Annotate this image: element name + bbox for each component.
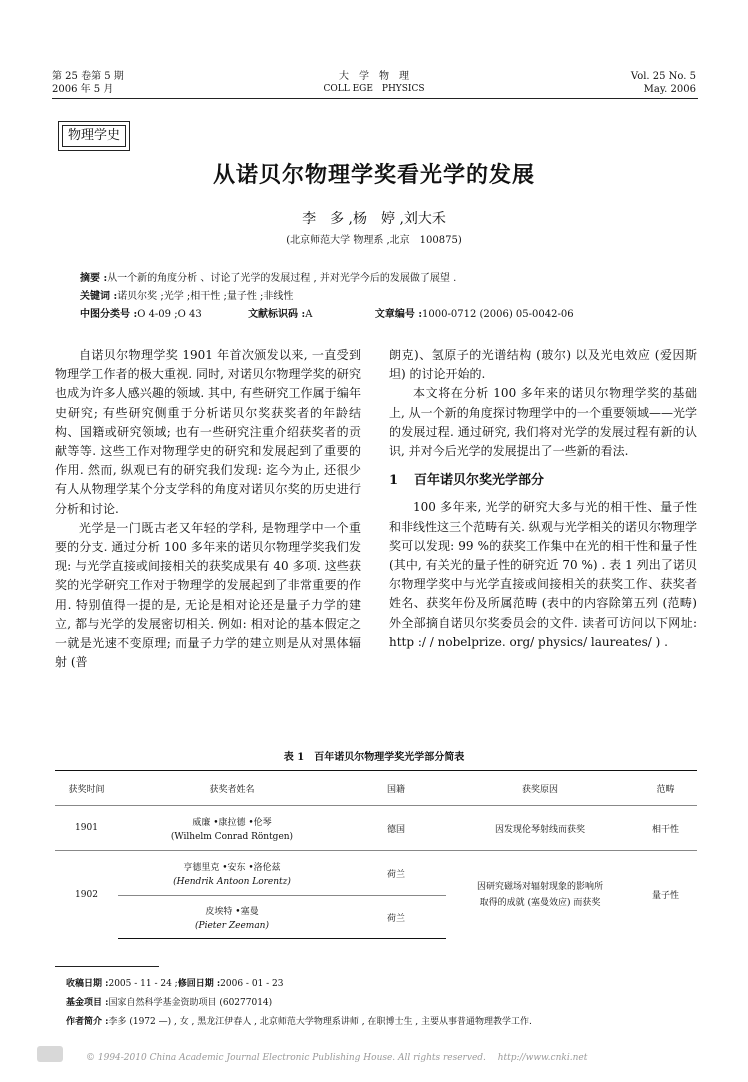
footnote-fund: [66, 994, 706, 1013]
laureate-name-cn: 皮埃特 •塞曼: [205, 906, 259, 917]
section-title: 百年诺贝尔奖光学部分: [414, 473, 545, 489]
table-header-cell: 获奖时间: [55, 771, 118, 806]
journal-name-en: COLL EGE PHYSICS: [323, 84, 425, 94]
fund-text: 国家自然科学基金资助项目 (60277014): [108, 998, 273, 1008]
table-header-cell: 国籍: [346, 771, 446, 806]
footnote-received: [66, 975, 706, 994]
table-row: [55, 851, 697, 896]
column-tag: 物理学史: [62, 125, 126, 147]
laureate-name-en: (Wilhelm Conrad Röntgen): [170, 831, 294, 842]
column-tag-box: [58, 121, 130, 151]
issue-info: [52, 70, 124, 96]
laureate-name-cn: 威廉 •康拉德 •伦琴: [192, 817, 272, 828]
footnote-author: [66, 1013, 706, 1032]
table-header-cell: 范畴: [634, 771, 697, 806]
laureates-table: [55, 770, 697, 939]
left-column: [55, 346, 361, 672]
cnki-logo-icon: [37, 1046, 63, 1062]
table-cell-year: 1902: [55, 851, 118, 939]
affiliation: (北京师范大学 物理系 ,北京 100875): [286, 235, 462, 246]
clc-number: O 4-09 ;O 43: [137, 309, 202, 320]
header-rule: [52, 98, 698, 99]
received-label: 收稿日期 :: [66, 979, 109, 989]
authors: 李 多 ,杨 婷 ,刘大禾: [302, 211, 446, 227]
laureate-name-en: (Pieter Zeeman): [195, 920, 269, 931]
journal-name-cn: 大 学 物 理: [339, 71, 409, 82]
table-cell-name: [118, 896, 346, 939]
article-number: 1000-0712 (2006) 05-0042-06: [422, 309, 574, 320]
article-number-label: 文章编号 :: [374, 309, 423, 320]
body-paragraph: 朗克)、氢原子的光谱结构 (玻尔) 以及光电效应 (爱因斯坦) 的讨论开始的.: [389, 348, 697, 382]
reason-line: 取得的成就 (塞曼效应) 而获奖: [479, 897, 601, 908]
body-paragraph: 自诺贝尔物理学奖 1901 年首次颁发以来, 一直受到物理学工作者的极大重视. 同时, 对诺贝尔物理学奖的研究也成为许多人感兴趣的领域. 其中, 有些研究工作属于编年史研究; 有些研究侧重于分析诺贝尔奖获奖者的年龄结构、国籍或研究领域; 也有一些研究注重介绍获奖者的贡献等等. 这些工作对物理学史的研究和发展起到了重要的作用. 然而, 纵观已有的研究我们发现: 迄今为止, 还很少有人从物理学某个分支学科的角度对诺贝尔奖的历史进行分析和讨论.: [55, 348, 361, 516]
table-cell-reason: 因发现伦琴射线而获奖: [446, 806, 634, 851]
laureate-name-cn: 亨德里克 •安东 •洛伦兹: [183, 862, 281, 873]
reason-line: 因研究磁场对辐射现象的影响所: [476, 881, 603, 892]
table-cell-nation: 荷兰: [346, 896, 446, 939]
table-cell-nation: 德国: [346, 806, 446, 851]
table-header-cell: 获奖原因: [446, 771, 634, 806]
table-header-row: [55, 771, 697, 806]
issue-date: 2006 年 5 月: [52, 84, 114, 95]
abstract-label: 摘要 :: [80, 273, 108, 284]
table-header-cell: 获奖者姓名: [118, 771, 346, 806]
doc-code-label: 文献标识码 :: [248, 309, 306, 320]
issue-volume: 第 25 卷第 5 期: [52, 71, 124, 82]
body-paragraph: 本文将在分析 100 多年来的诺贝尔物理学奖的基础上, 从一个新的角度探讨物理学中的一个重要领域——光学的发展过程. 通过研究, 我们将对光学的发展过程有新的认识, 并对今后光学的发展提出了一些新的看法.: [389, 386, 697, 459]
abstract-text: 从一个新的角度分析 、讨论了光学的发展过程 , 并对光学今后的发展做了展望 .: [107, 273, 457, 284]
table-cell-name: [118, 806, 346, 851]
revised-label: 修回日期 :: [177, 979, 221, 989]
body-paragraph: 100 多年来, 光学的研究大多与光的相干性、量子性和非线性这三个范畴有关. 纵观与光学相关的诺贝尔物理学奖可以发现: 99 %的获奖工作集中在光的相干性和量子性 (其中, 有关光的量子性的研究近 70 %) . 表 1 列出了诺贝尔物理学奖中与光学直接或间接相关的获奖工作、获奖者姓名、获奖年份及所属范畴 (表中的内容除第五列 (范畴) 外全部摘自诺贝尔奖委员会的文件. 读者可访问以下网址: http :/ / nobelprize. org/ physics/ laureates/ ) .: [389, 500, 697, 649]
revised-date: 2006 - 01 - 23: [220, 979, 284, 989]
section-heading: [389, 471, 697, 490]
clc-label: 中图分类号 :: [80, 309, 138, 320]
section-number: 1: [389, 473, 399, 489]
issue-volume-en: Vol. 25 No. 5: [630, 71, 696, 82]
table-cell-category: 相干性: [634, 806, 697, 851]
received-date: 2005 - 11 - 24 ;: [108, 979, 178, 989]
keywords: [80, 288, 680, 305]
right-column: [389, 346, 697, 652]
abstract: [80, 270, 680, 287]
issue-date-en: May. 2006: [643, 84, 696, 95]
fund-label: 基金项目 :: [66, 998, 109, 1008]
body-paragraph: 光学是一门既古老又年轻的学科, 是物理学中一个重要的分支. 通过分析 100 多年来的诺贝尔物理学奖我们发现: 与光学直接或间接相关的获奖成果有 40 多项. 这些获奖的光学研究工作对于物理学的发展起到了非常重要的作用. 特别值得一提的是, 无论是相对论还是量子力学的建立, 都与光学的发展密切相关. 例如: 相对论的基本假定之一就是光速不变原理; 而量子力学的建立则是从对黑体辐射 (普: [55, 520, 361, 670]
keywords-label: 关键词 :: [80, 291, 118, 302]
author-bio-label: 作者简介 :: [66, 1017, 109, 1027]
paper-title: 从诺贝尔物理学奖看光学的发展: [212, 162, 535, 188]
table-cell-name: [118, 851, 346, 896]
footnote-rule: [55, 966, 159, 967]
author-bio: 李多 (1972 —) , 女 , 黑龙江伊春人 , 北京师范大学物理系讲师 , 在职博士生 , 主要从事普通物理教学工作.: [108, 1017, 532, 1027]
table-row: [55, 806, 697, 851]
footnotes: [66, 975, 706, 1032]
classification: [80, 306, 680, 323]
doc-code: A: [305, 309, 313, 320]
table-caption: 表 1 百年诺贝尔物理学奖光学部分简表: [283, 752, 465, 763]
copyright-watermark: © 1994-2010 China Academic Journal Electronic Publishing House. All rights reserved. http://www.cnki.net: [86, 1053, 588, 1063]
journal-name: [274, 70, 474, 96]
table-cell-nation: 荷兰: [346, 851, 446, 896]
issue-info-en: [631, 70, 696, 96]
laureate-name-en: (Hendrik Antoon Lorentz): [173, 876, 291, 887]
table-cell-category: 量子性: [634, 851, 697, 939]
table-cell-year: 1901: [55, 806, 118, 851]
table-cell-reason: [446, 851, 634, 939]
keywords-text: 诺贝尔奖 ;光学 ;相干性 ;量子性 ;非线性: [117, 291, 294, 302]
